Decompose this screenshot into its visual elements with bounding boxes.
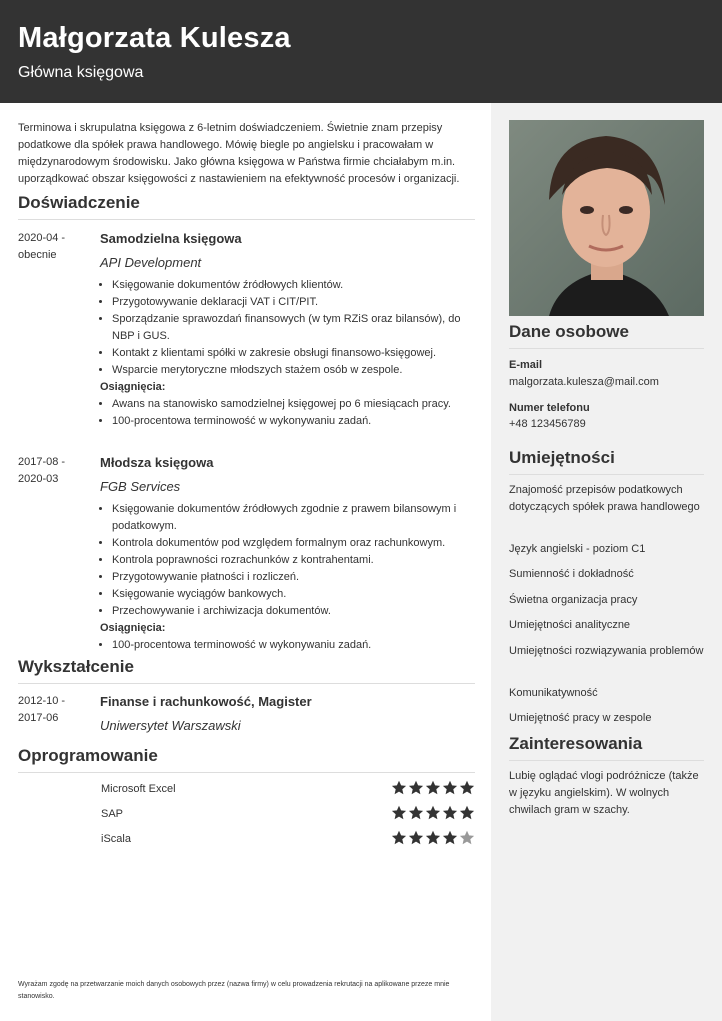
list-item: • Kontrola dokumentów pod względem formalnym oraz rachunkowym. bbox=[112, 535, 475, 552]
skills-heading: Umiejętności bbox=[509, 448, 704, 475]
skill-item: Komunikatywność bbox=[509, 687, 598, 699]
star-filled-icon bbox=[408, 805, 424, 821]
achievements-label: Osiągnięcia: bbox=[100, 622, 166, 634]
profile-photo bbox=[509, 120, 704, 316]
software-row bbox=[100, 780, 475, 800]
rating-stars bbox=[391, 805, 475, 823]
skill-item: Umiejętność pracy w zespole bbox=[509, 712, 652, 724]
education-dates: 2012-10 - 2017-06 bbox=[18, 695, 66, 724]
experience-role: Młodsza księgowa bbox=[100, 455, 214, 470]
star-filled-icon bbox=[408, 780, 424, 796]
list-item: • Wsparcie merytoryczne młodszych stażem osób w zespole. bbox=[112, 362, 475, 379]
rating-stars bbox=[391, 780, 475, 798]
skill-item: Znajomość przepisów podatkowych dotyczących spółek prawa handlowego bbox=[509, 484, 700, 513]
software-name: Microsoft Excel bbox=[101, 783, 176, 795]
list-item: • 100-procentowa terminowość w wykonywaniu zadań. bbox=[112, 637, 475, 654]
list-item: • 100-procentowa terminowość w wykonywaniu zadań. bbox=[112, 413, 475, 430]
star-filled-icon bbox=[408, 830, 424, 846]
personal-heading: Dane osobowe bbox=[509, 322, 704, 349]
software-heading: Oprogramowanie bbox=[18, 746, 475, 773]
rating-stars bbox=[391, 830, 475, 848]
profile-summary: Terminowa i skrupulatna księgowa z 6-letnim doświadczeniem. Świetnie znam przepisy podatkowe dla spółek prawa handlowego. Mówię biegle po angielsku i pracowałam w międzynarodowym środowisku. Jako główna księgowa w Państwa firmie chciałabym m.in. uporządkować obszar księgowości z nastawieniem na efektywność procesów i organizacji. bbox=[18, 122, 460, 185]
list-item: • Księgowanie dokumentów źródłowych zgodnie z prawem bilansowym i podatkowym. bbox=[112, 501, 475, 535]
software-row bbox=[100, 830, 475, 850]
phone-value[interactable]: +48 123456789 bbox=[509, 418, 586, 430]
achievements-list bbox=[112, 396, 475, 430]
star-filled-icon bbox=[425, 780, 441, 796]
skill-item: Język angielski - poziom C1 bbox=[509, 543, 646, 555]
gdpr-consent-clause: Wyrażam zgodę na przetwarzanie moich danych osobowych przez (nazwa firmy) w celu prowadzenia rekrutacji na aplikowane przeze mnie stanowisko. bbox=[18, 981, 450, 1000]
education-degree: Finanse i rachunkowość, Magister bbox=[100, 694, 312, 709]
education-school: Uniwersytet Warszawski bbox=[100, 718, 241, 733]
header-banner bbox=[0, 0, 722, 103]
star-empty-icon bbox=[459, 830, 475, 846]
list-item: • Księgowanie wyciągów bankowych. bbox=[112, 586, 475, 603]
star-filled-icon bbox=[442, 780, 458, 796]
skill-item: Świetna organizacja pracy bbox=[509, 594, 638, 606]
star-filled-icon bbox=[391, 780, 407, 796]
list-item: • Przechowywanie i archiwizacja dokumentów. bbox=[112, 603, 475, 620]
star-filled-icon bbox=[459, 780, 475, 796]
education-heading: Wykształcenie bbox=[18, 657, 475, 684]
list-item: • Awans na stanowisko samodzielnej księgowej po 6 miesiącach pracy. bbox=[112, 396, 475, 413]
star-filled-icon bbox=[442, 830, 458, 846]
candidate-name: Małgorzata Kulesza bbox=[18, 22, 291, 54]
skill-item: Umiejętności rozwiązywania problemów bbox=[509, 645, 704, 657]
list-item: • Kontrola poprawności rozrachunków z kontrahentami. bbox=[112, 552, 475, 569]
email-value[interactable]: malgorzata.kulesza@mail.com bbox=[509, 376, 659, 388]
achievements-label: Osiągnięcia: bbox=[100, 381, 166, 393]
experience-company: FGB Services bbox=[100, 479, 181, 494]
email-label: E-mail bbox=[509, 359, 543, 371]
experience-dates: 2017-08 - 2020-03 bbox=[18, 456, 66, 485]
star-filled-icon bbox=[442, 805, 458, 821]
skill-item: Umiejętności analityczne bbox=[509, 619, 631, 631]
star-filled-icon bbox=[391, 830, 407, 846]
star-filled-icon bbox=[425, 830, 441, 846]
software-name: SAP bbox=[101, 808, 124, 820]
experience-dates: 2020-04 - obecnie bbox=[18, 232, 66, 261]
duties-list bbox=[112, 501, 475, 620]
portrait-image bbox=[509, 120, 704, 316]
interests-heading: Zainteresowania bbox=[509, 734, 704, 761]
skill-item: Sumienność i dokładność bbox=[509, 568, 634, 580]
software-row bbox=[100, 805, 475, 825]
list-item: • Sporządzanie sprawozdań finansowych (w tym RZiS oraz bilansów), do NBP i GUS. bbox=[112, 311, 475, 345]
interests-text: Lubię oglądać vlogi podróżnicze (także w języku angielskim). W wolnych chwilach gram w szachy. bbox=[509, 770, 699, 816]
list-item: • Księgowanie dokumentów źródłowych klientów. bbox=[112, 277, 475, 294]
achievements-list bbox=[112, 637, 475, 654]
experience-role: Samodzielna księgowa bbox=[100, 231, 242, 246]
experience-heading: Doświadczenie bbox=[18, 193, 475, 220]
list-item: • Kontakt z klientami spółki w zakresie obsługi finansowo-księgowej. bbox=[112, 345, 475, 362]
phone-label: Numer telefonu bbox=[509, 402, 590, 414]
star-filled-icon bbox=[425, 805, 441, 821]
list-item: • Przygotowywanie deklaracji VAT i CIT/PIT. bbox=[112, 294, 475, 311]
experience-company: API Development bbox=[100, 255, 202, 270]
duties-list bbox=[112, 277, 475, 379]
star-filled-icon bbox=[459, 805, 475, 821]
software-name: iScala bbox=[101, 833, 131, 845]
star-filled-icon bbox=[391, 805, 407, 821]
job-title: Główna księgowa bbox=[18, 64, 144, 81]
list-item: • Przygotowywanie płatności i rozliczeń. bbox=[112, 569, 475, 586]
